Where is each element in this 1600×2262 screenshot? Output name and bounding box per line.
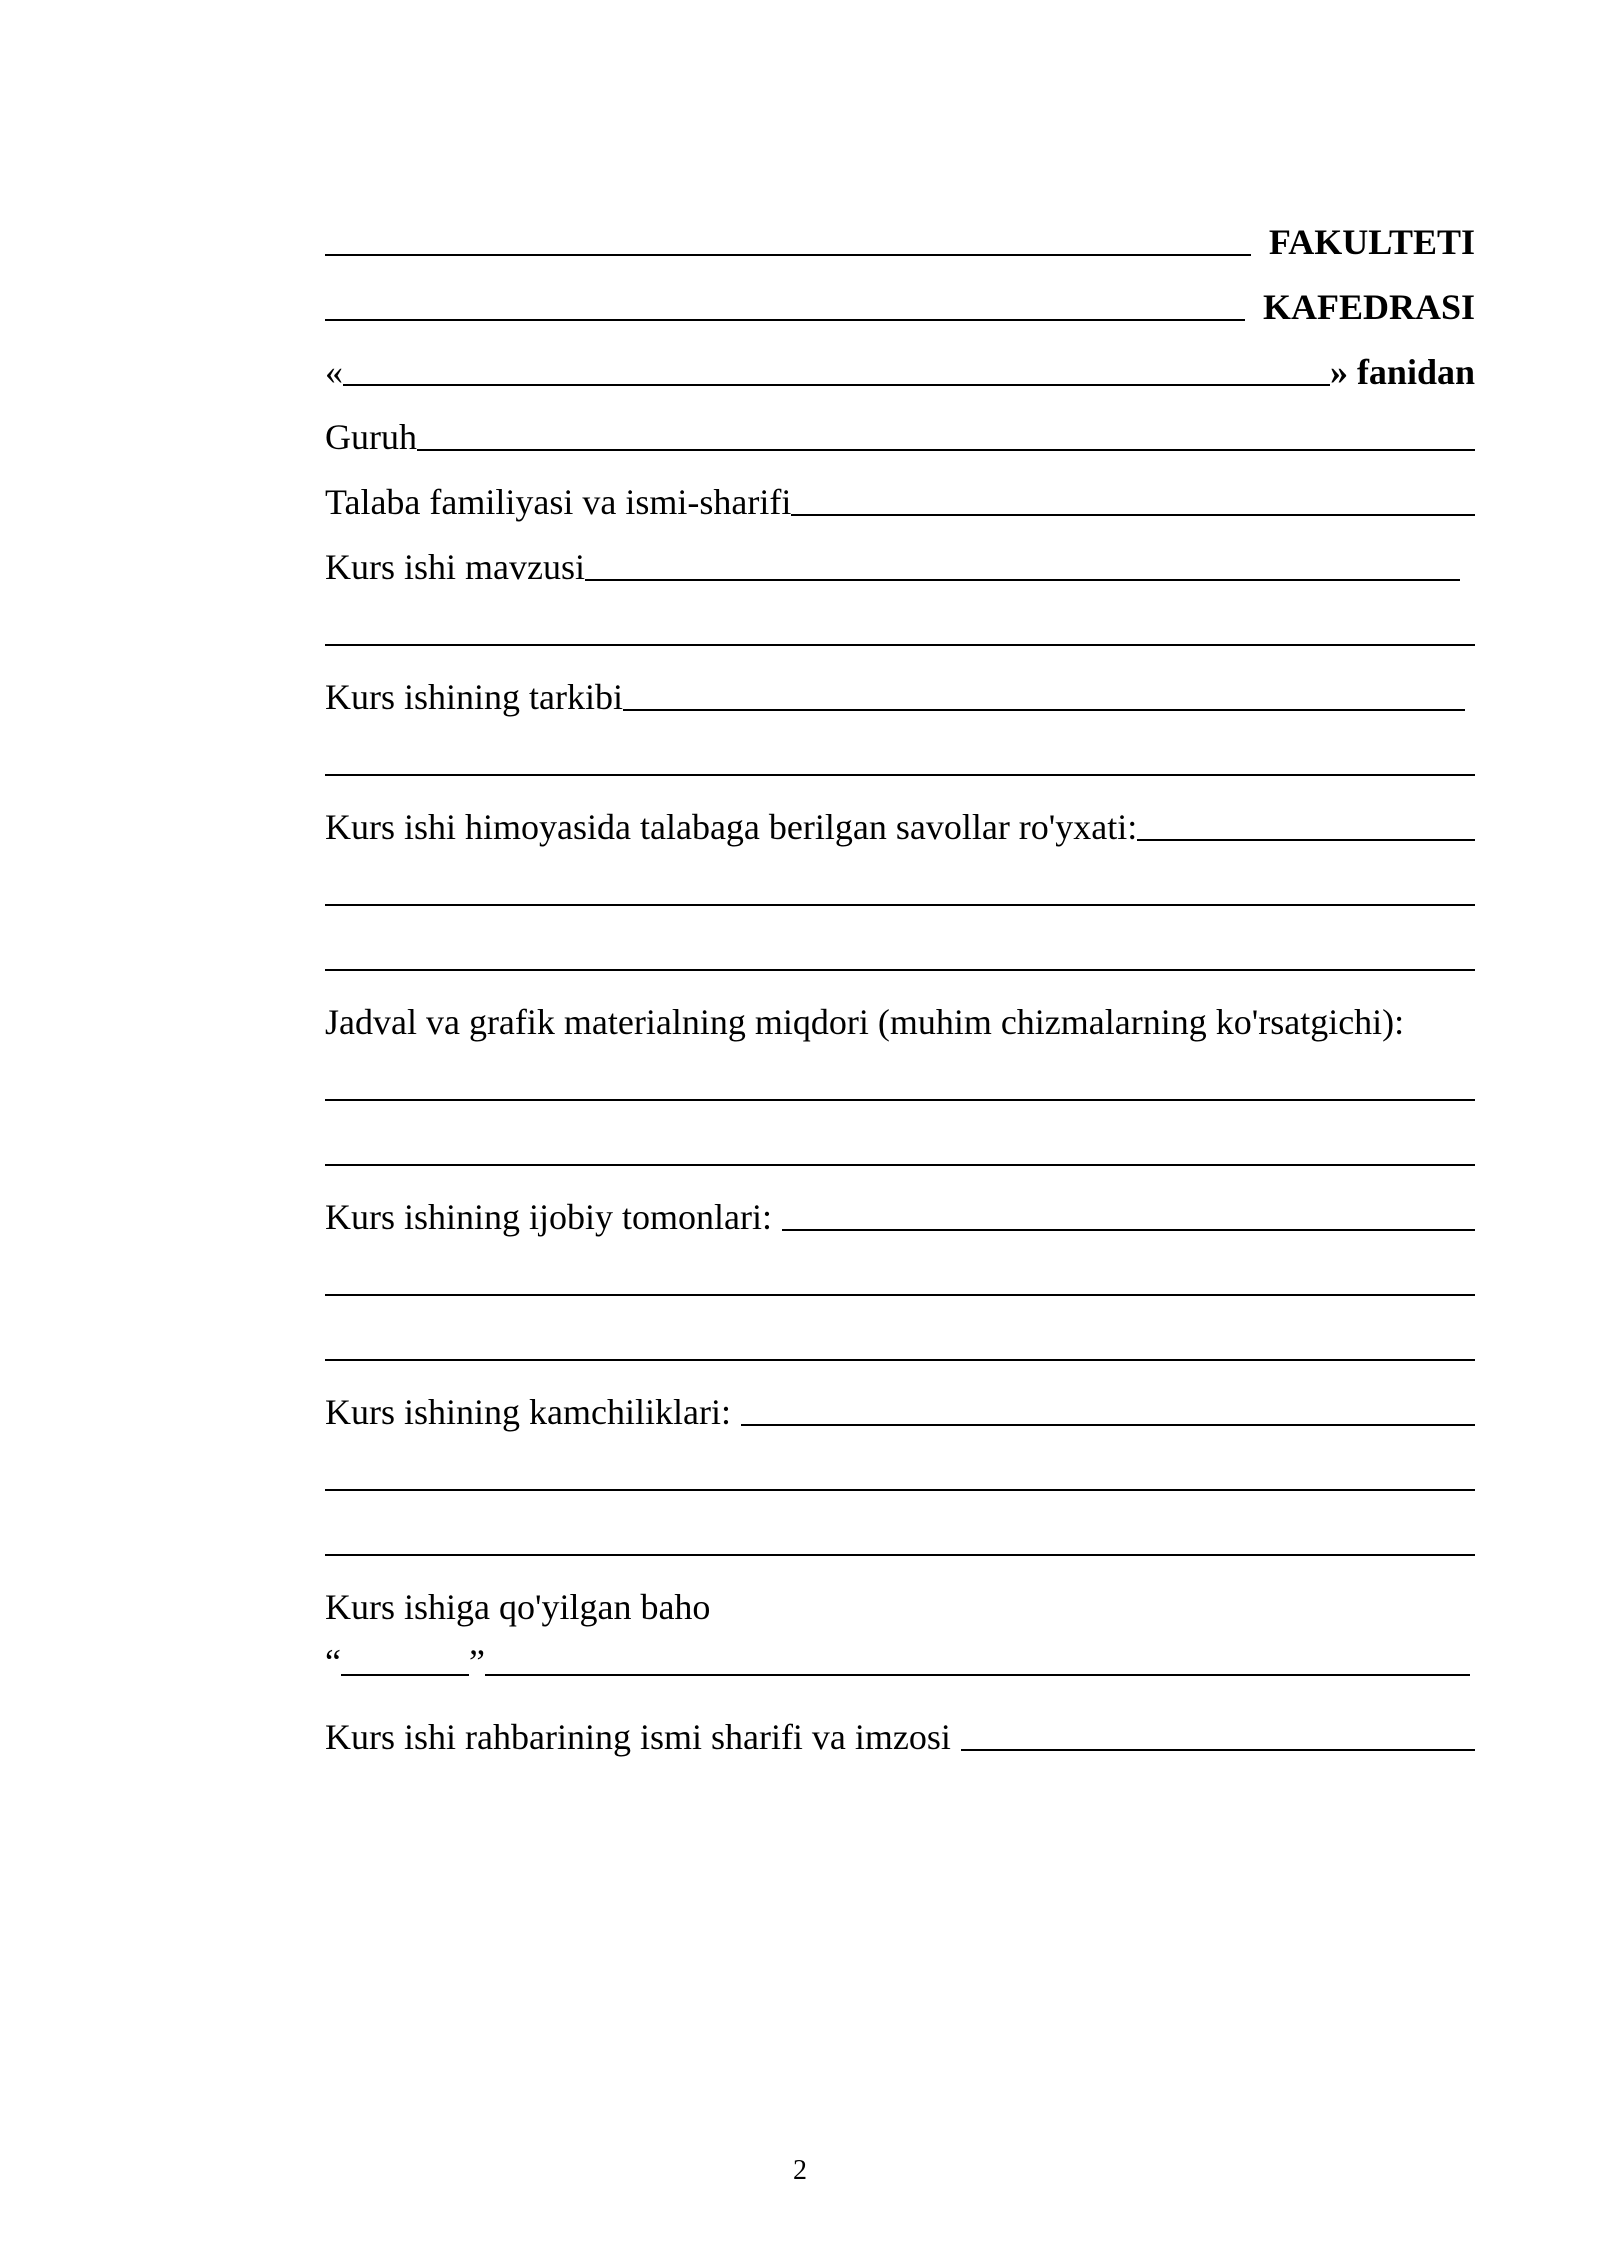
topic-label: Kurs ishi mavzusi: [325, 547, 585, 587]
supervisor-row: [325, 1705, 1475, 1755]
materials-label: Jadval va grafik materialning miqdori (muhim chizmalarning ko'rsatgichi):: [325, 1002, 1405, 1042]
positives-blank-2[interactable]: [325, 1294, 1475, 1296]
structure-blank[interactable]: [623, 709, 1465, 711]
topic-blank[interactable]: [585, 579, 1460, 581]
topic-blank-2[interactable]: [325, 644, 1475, 646]
shortcomings-row: [325, 1380, 1475, 1430]
grade-row: [325, 1575, 1475, 1625]
topic-row-continuation: [325, 600, 1475, 650]
grade-blank[interactable]: [341, 1674, 469, 1676]
student-name-label: Talaba familiyasi va ismi-sharifi: [325, 482, 792, 522]
materials-blank[interactable]: [325, 1099, 1475, 1101]
supervisor-blank[interactable]: [961, 1749, 1475, 1751]
grade-comment-blank[interactable]: [485, 1674, 1470, 1676]
positives-row-3: [325, 1315, 1475, 1365]
subject-blank[interactable]: [343, 384, 1330, 386]
materials-row-3: [325, 1120, 1475, 1170]
grade-open-quote: “: [325, 1642, 341, 1682]
shortcomings-row-2: [325, 1445, 1475, 1495]
questions-row-3: [325, 925, 1475, 975]
grade-label: Kurs ishiga qo'yilgan baho: [325, 1587, 711, 1627]
positives-row: [325, 1185, 1475, 1235]
positives-blank[interactable]: [782, 1229, 1475, 1231]
student-name-blank[interactable]: [791, 514, 1475, 516]
department-label: KAFEDRASI: [1262, 287, 1475, 327]
subject-open-quote: «: [325, 352, 343, 392]
questions-blank-3[interactable]: [325, 969, 1475, 971]
shortcomings-row-3: [325, 1510, 1475, 1560]
positives-label: Kurs ishining ijobiy tomonlari:: [325, 1197, 772, 1237]
materials-blank-2[interactable]: [325, 1164, 1475, 1166]
group-blank[interactable]: [417, 449, 1475, 451]
shortcomings-label: Kurs ishining kamchiliklari:: [325, 1392, 731, 1432]
topic-row: [325, 535, 1460, 585]
department-row: [325, 275, 1475, 325]
student-name-row: [325, 470, 1475, 520]
supervisor-label: Kurs ishi rahbarining ismi sharifi va imzosi: [325, 1717, 951, 1757]
structure-label: Kurs ishining tarkibi: [325, 677, 623, 717]
department-blank[interactable]: [325, 319, 1245, 321]
grade-close-quote: ”: [468, 1642, 485, 1682]
faculty-blank[interactable]: [325, 254, 1251, 256]
subject-row: [325, 340, 1475, 390]
materials-row: [325, 990, 1475, 1040]
questions-blank[interactable]: [1137, 839, 1475, 841]
faculty-row: [325, 210, 1475, 260]
group-row: [325, 405, 1475, 455]
structure-row: [325, 665, 1465, 715]
shortcomings-blank-3[interactable]: [325, 1554, 1475, 1556]
grade-value-row: [325, 1630, 1470, 1680]
subject-label: » fanidan: [1329, 352, 1475, 392]
structure-blank-2[interactable]: [325, 774, 1475, 776]
positives-blank-3[interactable]: [325, 1359, 1475, 1361]
shortcomings-blank-2[interactable]: [325, 1489, 1475, 1491]
shortcomings-blank[interactable]: [741, 1424, 1475, 1426]
materials-row-2: [325, 1055, 1475, 1105]
page-number: 2: [793, 2155, 807, 2186]
questions-row: [325, 795, 1475, 845]
faculty-label: FAKULTETI: [1268, 222, 1475, 262]
structure-row-continuation: [325, 730, 1475, 780]
group-label: Guruh: [325, 417, 417, 457]
questions-row-2: [325, 860, 1475, 910]
questions-label: Kurs ishi himoyasida talabaga berilgan savollar ro'yxati:: [325, 807, 1138, 847]
positives-row-2: [325, 1250, 1475, 1300]
questions-blank-2[interactable]: [325, 904, 1475, 906]
